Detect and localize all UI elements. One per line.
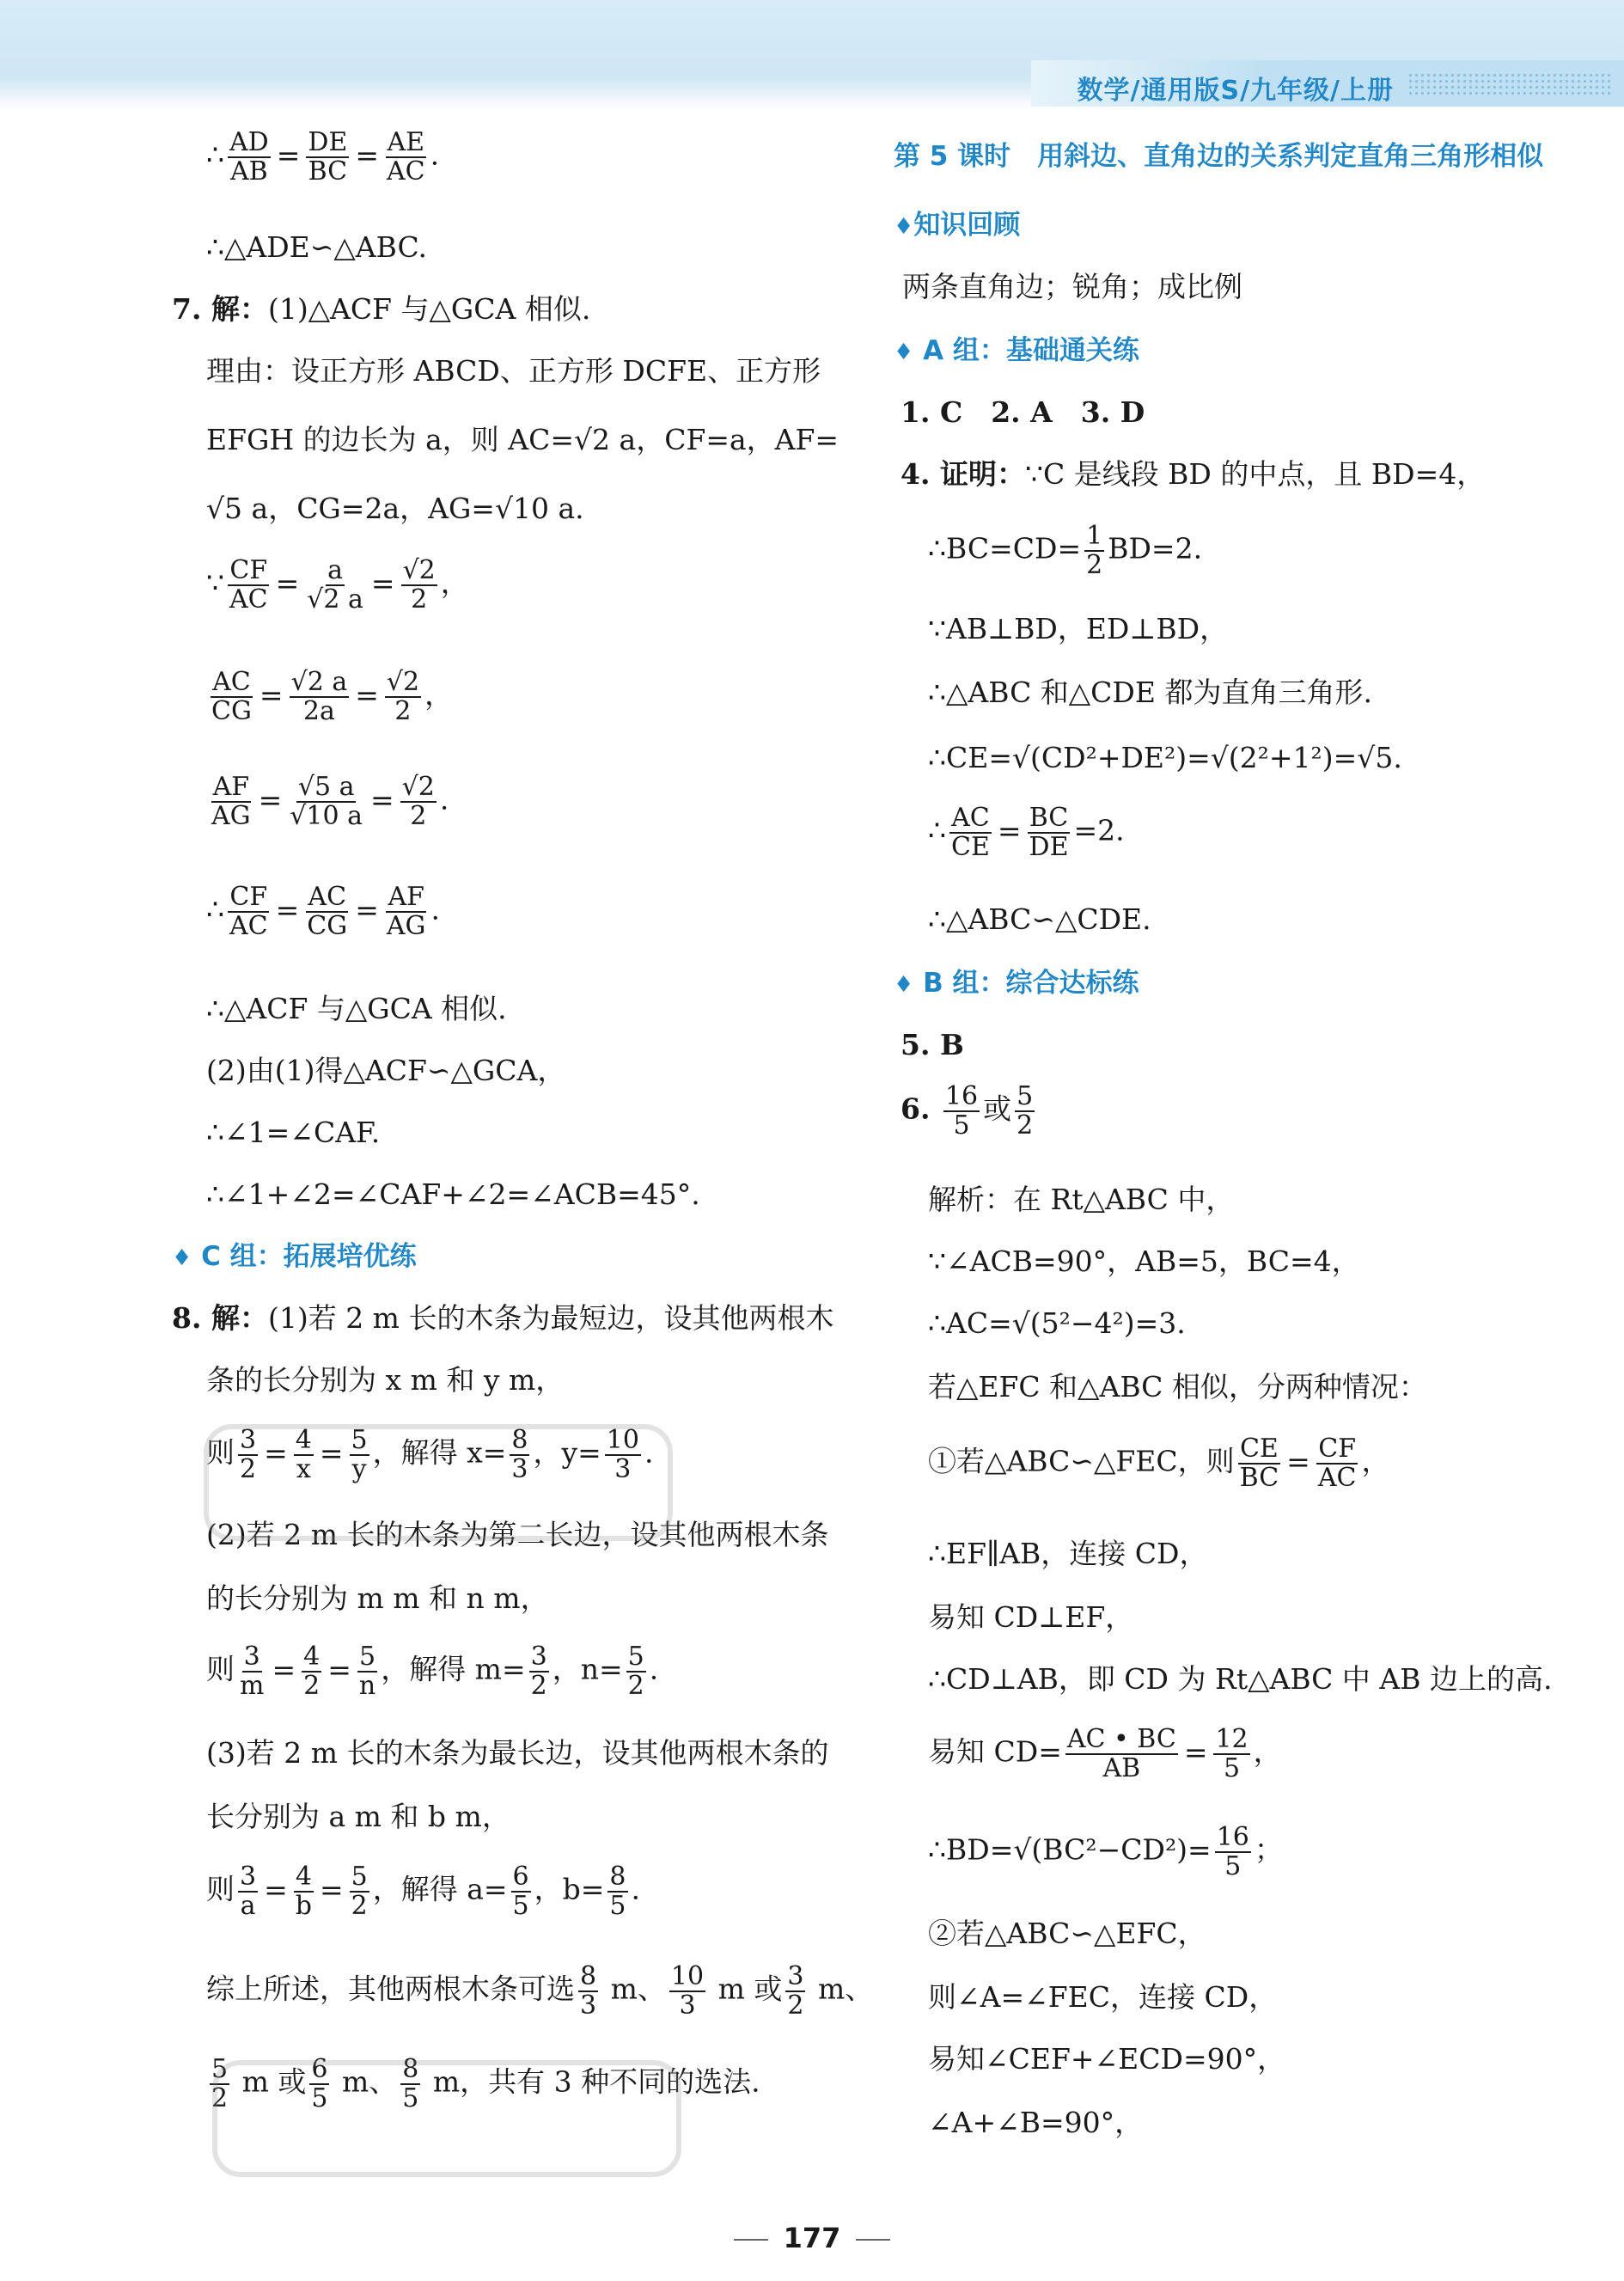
- q4-fraction-1: ∴BC=CD= $\frac{1}{2}$ BD=2.: [928, 521, 1203, 580]
- q6-line-6: 易知 CD⊥EF，: [928, 1600, 1134, 1634]
- q7-line-4: √5 a，CG=2a，AG=√10 a.: [206, 492, 584, 525]
- page-number: 177: [0, 2222, 1624, 2254]
- q8-line-2: 条的长分别为 x m 和 y m，: [206, 1363, 565, 1397]
- q7-fraction-1: ∵ $\frac{CF}{AC}$ = $\frac{a}{√2 a}$ = $\frac{√2}{2}$ ，: [206, 555, 469, 615]
- q4-line-3: ∴△ABC 和△CDE 都为直角三角形.: [928, 676, 1372, 709]
- q8-line-3: (2)若 2 m 长的木条为第二长边，设其他两根木条: [206, 1518, 829, 1551]
- review-answer: 两条直角边；锐角；成比例: [902, 270, 1242, 303]
- q8-line-5: (3)若 2 m 长的木条为最长边，设其他两根木条的: [206, 1736, 829, 1770]
- diamond-icon: ♦: [894, 972, 914, 998]
- q6-line-10: 易知∠CEF+∠ECD=90°，: [928, 2042, 1286, 2076]
- q7-fraction-3: $\frac{AF}{AG}$ = $\frac{√5 a}{√10 a}$ = $\frac{√2}{2}$ .: [211, 772, 449, 831]
- book-title: 数学/通用版S/九年级/上册: [1077, 76, 1394, 106]
- q8-fraction-2: 则 $\frac{3}{m}$ = $\frac{4}{2}$ = $\frac{5}{n}$ ，解得 m= $\frac{3}{2}$ ，n= $\frac{5}{2}$ .: [206, 1642, 659, 1701]
- section-a-heading: ♦ A 组：基础通关练: [894, 335, 1139, 366]
- q4-line-5: ∴△ABC∽△CDE.: [928, 902, 1151, 936]
- q6-line-1: 解析：在 Rt△ABC 中，: [928, 1183, 1235, 1216]
- q4-fraction-2: ∴ $\frac{AC}{CE}$ = $\frac{BC}{DE}$ =2.: [928, 803, 1125, 862]
- dash-left: [734, 2239, 768, 2241]
- q6-line-11: ∠A+∠B=90°，: [928, 2106, 1144, 2139]
- q7-line-8: ∴∠1+∠2=∠CAF+∠2=∠ACB=45°.: [206, 1177, 700, 1211]
- q8-line-6: 长分别为 a m 和 b m，: [206, 1800, 510, 1833]
- q8-summary-1: 综上所述，其他两根木条可选 $\frac{8}{3}$ m、 $\frac{10}{3}$ m 或 $\frac{3}{2}$ m、: [206, 1961, 874, 2021]
- q4-line-2: ∵AB⊥BD，ED⊥BD，: [928, 612, 1229, 645]
- q6-line-4: 若△EFC 和△ABC 相似，分两种情况：: [928, 1370, 1427, 1403]
- line-similar-ade: ∴△ADE∽△ABC.: [206, 230, 428, 264]
- q6-line-7: ∴CD⊥AB，即 CD 为 Rt△ABC 中 AB 边上的高.: [928, 1662, 1553, 1696]
- q7-fraction-4: ∴ $\frac{CF}{AC}$ = $\frac{AC}{CG}$ = $\frac{AF}{AG}$ .: [206, 882, 440, 941]
- q8-fraction-3: 则 $\frac{3}{a}$ = $\frac{4}{b}$ = $\frac{5}{2}$ ，解得 a= $\frac{6}{5}$ ，b= $\frac{8}{5}$ .: [206, 1862, 641, 1921]
- header-dot-pattern: [1407, 72, 1614, 98]
- q7-line-6: (2)由(1)得△ACF∽△GCA，: [206, 1054, 566, 1087]
- q7-line-7: ∴∠1=∠CAF.: [206, 1116, 381, 1149]
- q7-line-3: EFGH 的边长为 a，则 AC=√2 a，CF=a，AF=: [206, 423, 839, 456]
- q7-line-1: 7. 解：(1)△ACF 与△GCA 相似.: [172, 292, 591, 326]
- q7-fraction-2: $\frac{AC}{CG}$ = $\frac{√2 a}{2a}$ = $\frac{√2}{2}$ ，: [211, 667, 454, 726]
- q6-line-5: ∴EF∥AB，连接 CD，: [928, 1537, 1208, 1570]
- diamond-icon: ♦: [172, 1245, 192, 1271]
- q6-line-8: ②若△ABC∽△EFC，: [928, 1917, 1206, 1950]
- q8-fraction-1: 则 $\frac{3}{2}$ = $\frac{4}{x}$ = $\frac{5}{y}$ ，解得 x= $\frac{8}{3}$ ，y= $\frac{10}{3}$ .: [206, 1425, 654, 1484]
- q6-line-9: 则∠A=∠FEC，连接 CD，: [928, 1980, 1278, 2014]
- q4-line-1: 4. 证明：∵C 是线段 BD 的中点，且 BD=4，: [901, 457, 1486, 491]
- q4-line-4: ∴CE=√(CD²+DE²)=√(2²+1²)=√5.: [928, 741, 1402, 774]
- q8-line-4: 的长分别为 m m 和 n m，: [206, 1581, 549, 1615]
- q8-summary-2: $\frac{5}{2}$ m 或 $\frac{6}{5}$ m、 $\frac{8}{5}$ m，共有 3 种不同的选法.: [211, 2054, 760, 2113]
- q6-fraction-2: 易知 CD= $\frac{AC • BC}{AB}$ = $\frac{12}{5}$ ，: [928, 1724, 1282, 1783]
- diamond-icon: ♦: [894, 339, 914, 365]
- lesson-title: 第 5 课时 用斜边、直角边的关系判定直角三角形相似: [894, 141, 1544, 172]
- q6-line-3: ∴AC=√(5²−4²)=3.: [928, 1306, 1186, 1340]
- q6-fraction-1: ①若△ABC∽△FEC，则 $\frac{CE}{BC}$ = $\frac{CF}{AC}$ ，: [928, 1434, 1390, 1493]
- q6-line-2: ∵∠ACB=90°，AB=5，BC=4，: [928, 1244, 1360, 1278]
- answers-1-3: 1. C 2. A 3. D: [901, 395, 1145, 429]
- q7-line-2: 理由：设正方形 ABCD、正方形 DCFE、正方形: [206, 354, 821, 388]
- page-header: [0, 0, 1624, 110]
- section-review-heading: ♦知识回顾: [894, 210, 1021, 241]
- q6-fraction-3: ∴BD=√(BC²−CD²)= $\frac{16}{5}$ ；: [928, 1822, 1283, 1881]
- section-c-heading: ♦ C 组：拓展培优练: [172, 1241, 417, 1272]
- watermark-graphic-2: [206, 2046, 705, 2192]
- line-ratio-ade: ∴ $\frac{AD}{AB}$ = $\frac{DE}{BC}$ = $\frac{AE}{AC}$ .: [206, 127, 440, 187]
- answer-5: 5. B: [901, 1028, 964, 1061]
- answer-6: 6. $\frac{16}{5}$ 或 $\frac{5}{2}$: [901, 1081, 1034, 1140]
- watermark-graphic-1: [198, 1410, 696, 1556]
- q7-line-5: ∴△ACF 与△GCA 相似.: [206, 992, 507, 1025]
- section-b-heading: ♦ B 组：综合达标练: [894, 968, 1139, 999]
- diamond-icon: ♦: [894, 214, 914, 240]
- q8-line-1: 8. 解：(1)若 2 m 长的木条为最短边，设其他两根木: [172, 1301, 834, 1335]
- dash-right: [856, 2239, 890, 2241]
